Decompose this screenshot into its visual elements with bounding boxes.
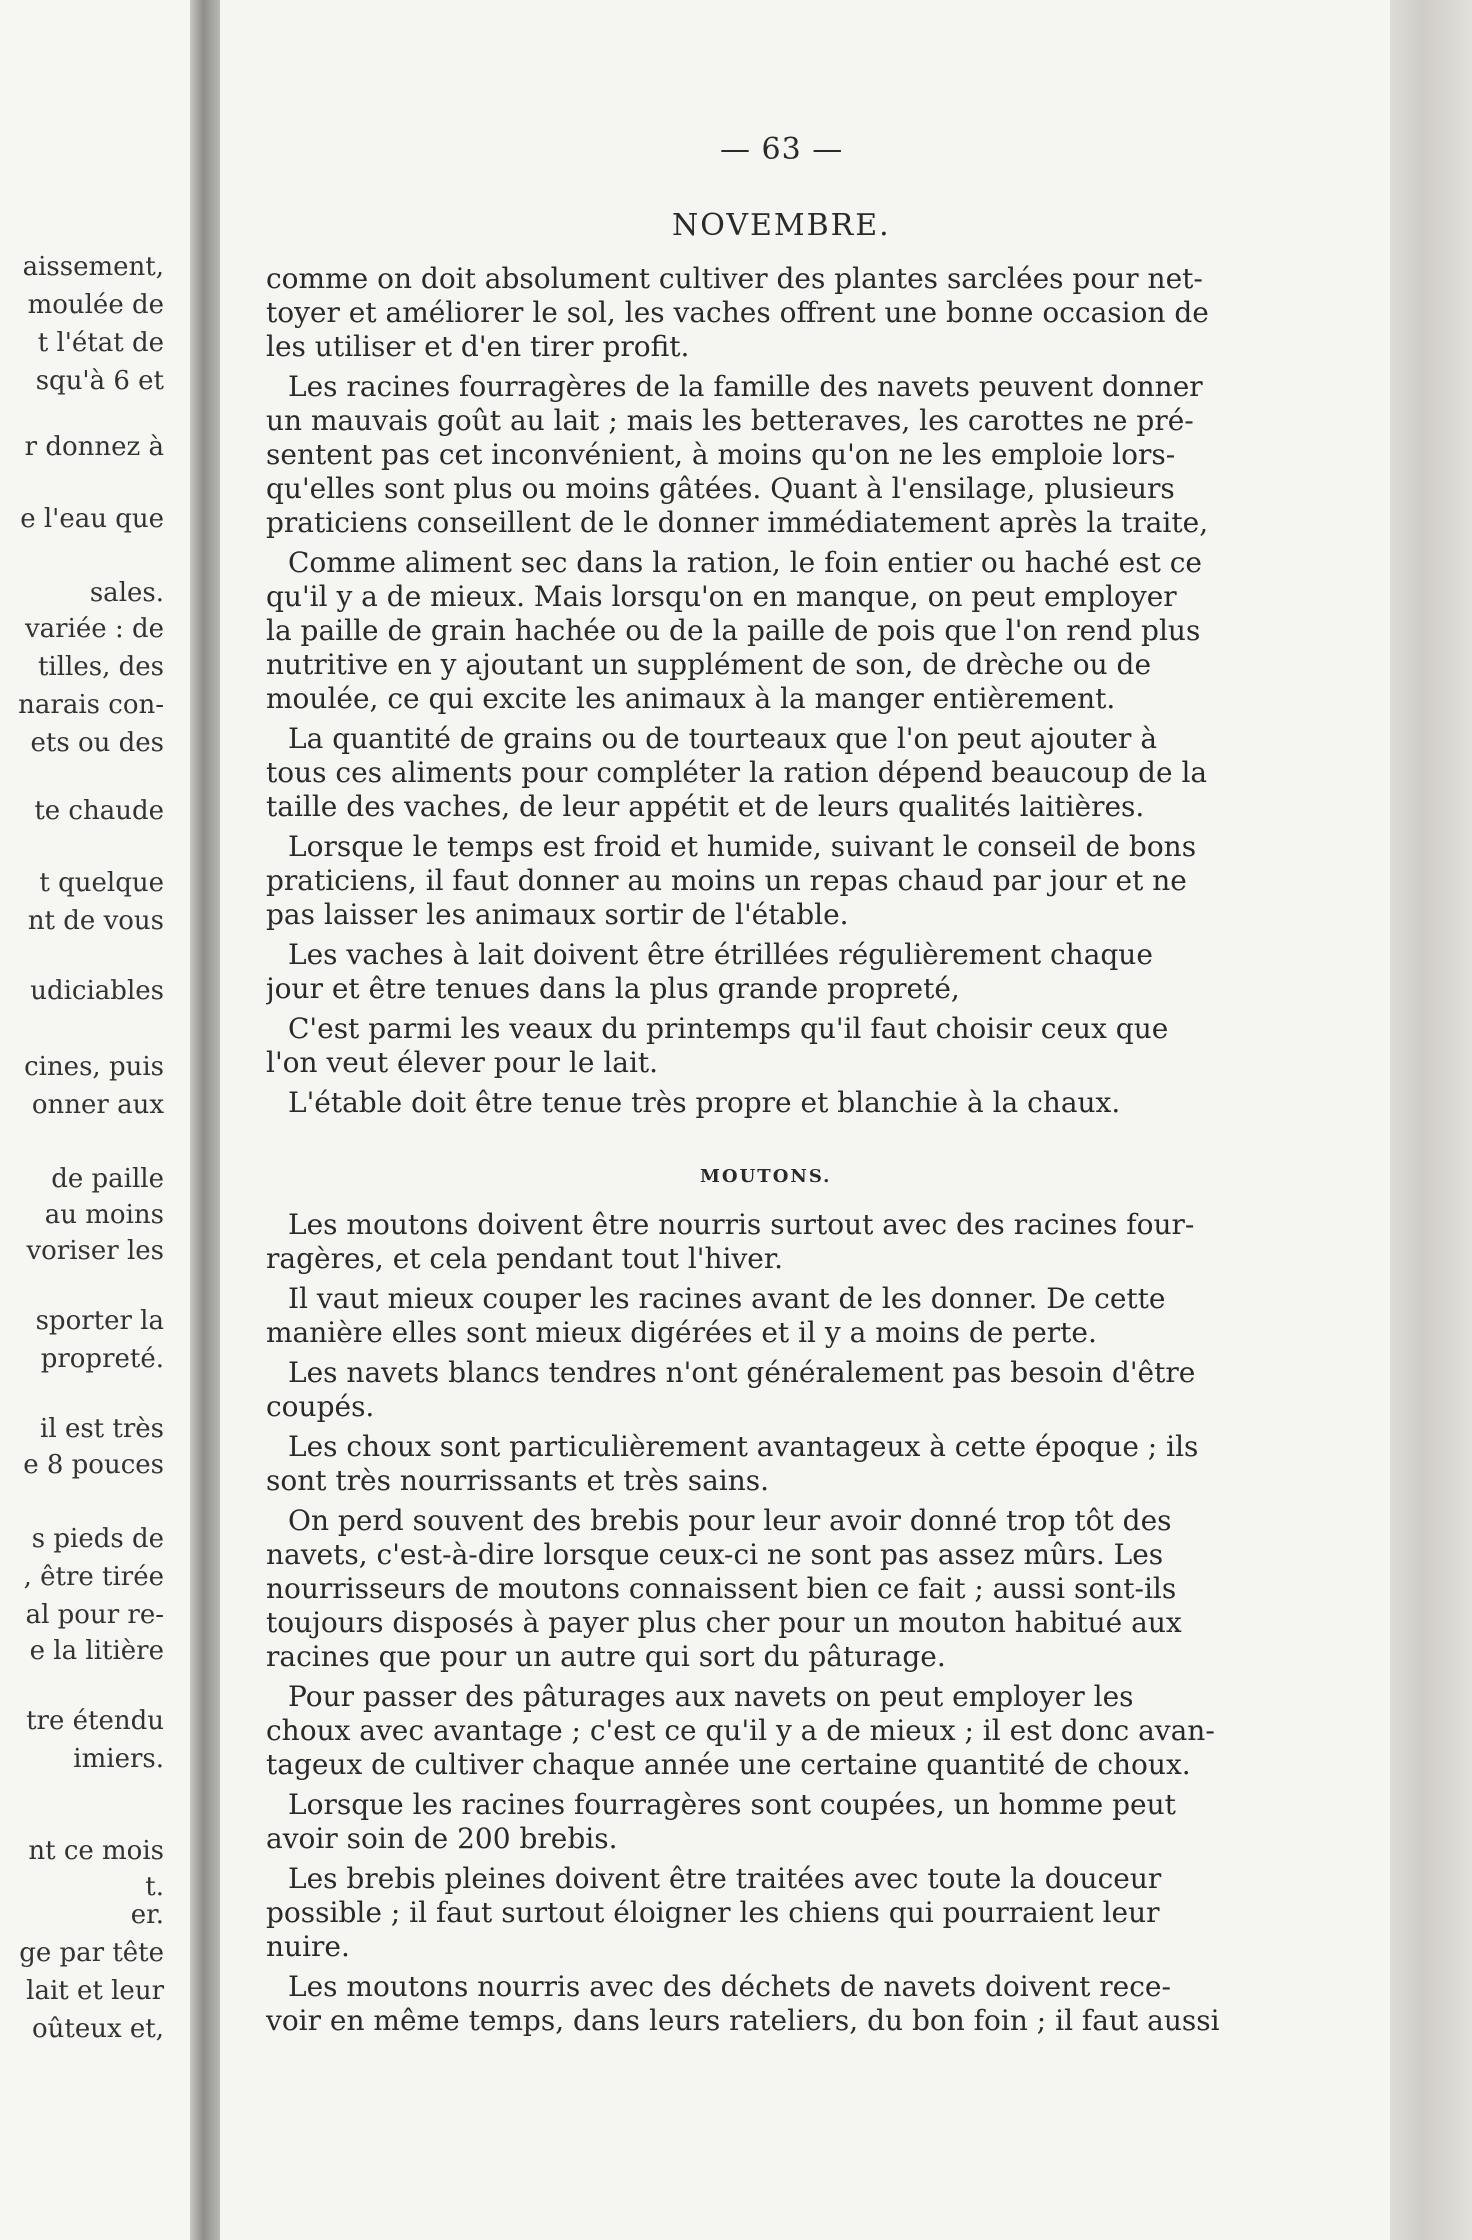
- text-line: l'on veut élever pour le lait.: [266, 1046, 659, 1079]
- prev-line: , être tirée: [23, 1562, 164, 1592]
- text-line: toyer et améliorer le sol, les vaches offrent une bonne occasion de: [266, 296, 1209, 329]
- text-line: nutritive en y ajoutant un supplément de son, de drèche ou de: [266, 648, 1152, 681]
- prev-line: variée : de: [24, 614, 164, 644]
- text-line: praticiens, il faut donner au moins un repas chaud par jour et ne: [266, 864, 1187, 897]
- page-number: — 63 —: [720, 132, 844, 167]
- prev-line: ets ou des: [30, 728, 164, 758]
- text-line: Les vaches à lait doivent être étrillées régulièrement chaque: [288, 938, 1153, 971]
- text-line: Les navets blancs tendres n'ont généralement pas besoin d'être: [288, 1356, 1196, 1389]
- text-line: navets, c'est-à-dire lorsque ceux-ci ne sont pas assez mûrs. Les: [266, 1538, 1164, 1571]
- prev-line: voriser les: [26, 1236, 164, 1266]
- prev-line: sporter la: [35, 1306, 164, 1336]
- text-line: coupés.: [266, 1390, 375, 1423]
- text-line: Comme aliment sec dans la ration, le foin entier ou haché est ce: [288, 546, 1202, 579]
- prev-line: te chaude: [34, 796, 164, 826]
- text-line: un mauvais goût au lait ; mais les betteraves, les carottes ne pré-: [266, 404, 1194, 437]
- prev-line: al pour re-: [25, 1600, 164, 1630]
- prev-line: oûteux et,: [31, 2014, 164, 2044]
- prev-line: e la litière: [29, 1636, 164, 1666]
- text-line: Les moutons nourris avec des déchets de navets doivent rece-: [288, 1970, 1171, 2003]
- prev-line: t quelque: [39, 868, 164, 898]
- text-line: Il vaut mieux couper les racines avant de les donner. De cette: [288, 1282, 1166, 1315]
- text-line: qu'elles sont plus ou moins gâtées. Quant à l'ensilage, plusieurs: [266, 472, 1175, 505]
- text-line: sentent pas cet inconvénient, à moins qu'on ne les emploie lors-: [266, 438, 1176, 471]
- text-line: possible ; il faut surtout éloigner les chiens qui pourraient leur: [266, 1896, 1160, 1929]
- prev-line: il est très: [40, 1414, 164, 1444]
- prev-line: lait et leur: [26, 1976, 164, 2006]
- text-line: Les brebis pleines doivent être traitées avec toute la douceur: [288, 1862, 1162, 1895]
- text-line: qu'il y a de mieux. Mais lorsqu'on en manque, on peut employer: [266, 580, 1177, 613]
- book-gutter: [190, 0, 220, 2240]
- prev-line: aissement,: [22, 252, 164, 282]
- text-line: nourrisseurs de moutons connaissent bien ce fait ; aussi sont-ils: [266, 1572, 1177, 1605]
- text-line: sont très nourrissants et très sains.: [266, 1464, 770, 1497]
- prev-line: imiers.: [73, 1744, 164, 1774]
- text-line: taille des vaches, de leur appétit et de leurs qualités laitières.: [266, 790, 1145, 823]
- text-line: tageux de cultiver chaque année une certaine quantité de choux.: [266, 1748, 1191, 1781]
- text-line: Les moutons doivent être nourris surtout avec des racines four-: [288, 1208, 1195, 1241]
- text-line: praticiens conseillent de le donner immédiatement après la traite,: [266, 506, 1209, 539]
- text-line: Pour passer des pâturages aux navets on peut employer les: [288, 1680, 1134, 1713]
- prev-line: nt de vous: [27, 906, 164, 936]
- prev-line: tre étendu: [26, 1706, 164, 1736]
- text-line: L'étable doit être tenue très propre et blanchie à la chaux.: [288, 1086, 1121, 1119]
- prev-line: moulée de: [27, 290, 164, 320]
- prev-line: propreté.: [40, 1344, 164, 1374]
- month-heading: NOVEMBRE.: [672, 208, 891, 243]
- text-line: Lorsque le temps est froid et humide, suivant le conseil de bons: [288, 830, 1197, 863]
- text-line: nuire.: [266, 1930, 350, 1963]
- text-line: moulée, ce qui excite les animaux à la manger entièrement.: [266, 682, 1116, 715]
- prev-line: e l'eau que: [20, 504, 164, 534]
- prev-line: s pieds de: [31, 1524, 164, 1554]
- text-line: les utiliser et d'en tirer profit.: [266, 330, 690, 363]
- prev-line: t.: [145, 1872, 164, 1902]
- prev-line: r donnez à: [24, 432, 164, 462]
- prev-line: onner aux: [31, 1090, 164, 1120]
- prev-line: ge par tête: [19, 1938, 164, 1968]
- text-line: manière elles sont mieux digérées et il y a moins de perte.: [266, 1316, 1097, 1349]
- text-line: comme on doit absolument cultiver des plantes sarclées pour net-: [266, 262, 1203, 295]
- text-line: racines que pour un autre qui sort du pâturage.: [266, 1640, 946, 1673]
- text-line: La quantité de grains ou de tourteaux que l'on peut ajouter à: [288, 722, 1158, 755]
- page-edge: [1390, 0, 1472, 2240]
- prev-line: sales.: [89, 578, 164, 608]
- section-heading-moutons: MOUTONS.: [700, 1166, 832, 1187]
- prev-line: cines, puis: [24, 1052, 164, 1082]
- text-line: tous ces aliments pour compléter la ration dépend beaucoup de la: [266, 756, 1208, 789]
- text-line: la paille de grain hachée ou de la paille de pois que l'on rend plus: [266, 614, 1201, 647]
- text-line: ragères, et cela pendant tout l'hiver.: [266, 1242, 784, 1275]
- previous-page-fragment: [0, 0, 190, 2240]
- text-line: C'est parmi les veaux du printemps qu'il faut choisir ceux que: [288, 1012, 1169, 1045]
- prev-line: au moins: [44, 1200, 164, 1230]
- text-line: Les racines fourragères de la famille des navets peuvent donner: [288, 370, 1203, 403]
- prev-line: e 8 pouces: [23, 1450, 164, 1480]
- prev-line: narais con-: [18, 690, 164, 720]
- text-line: On perd souvent des brebis pour leur avoir donné trop tôt des: [288, 1504, 1172, 1537]
- text-line: toujours disposés à payer plus cher pour un mouton habitué aux: [266, 1606, 1182, 1639]
- text-line: pas laisser les animaux sortir de l'étable.: [266, 898, 849, 931]
- prev-line: tilles, des: [37, 652, 164, 682]
- text-line: avoir soin de 200 brebis.: [266, 1822, 618, 1855]
- text-line: Lorsque les racines fourragères sont coupées, un homme peut: [288, 1788, 1176, 1821]
- prev-line: t l'état de: [37, 328, 164, 358]
- text-line: choux avec avantage ; c'est ce qu'il y a de mieux ; il est donc avan-: [266, 1714, 1215, 1747]
- text-line: jour et être tenues dans la plus grande propreté,: [266, 972, 960, 1005]
- prev-line: de paille: [51, 1164, 164, 1194]
- prev-line: udiciables: [30, 976, 164, 1006]
- text-line: Les choux sont particulièrement avantageux à cette époque ; ils: [288, 1430, 1199, 1463]
- text-line: voir en même temps, dans leurs rateliers, du bon foin ; il faut aussi: [266, 2004, 1220, 2037]
- prev-line: er.: [130, 1900, 164, 1930]
- prev-line: squ'à 6 et: [35, 366, 164, 396]
- prev-line: nt ce mois: [28, 1836, 164, 1866]
